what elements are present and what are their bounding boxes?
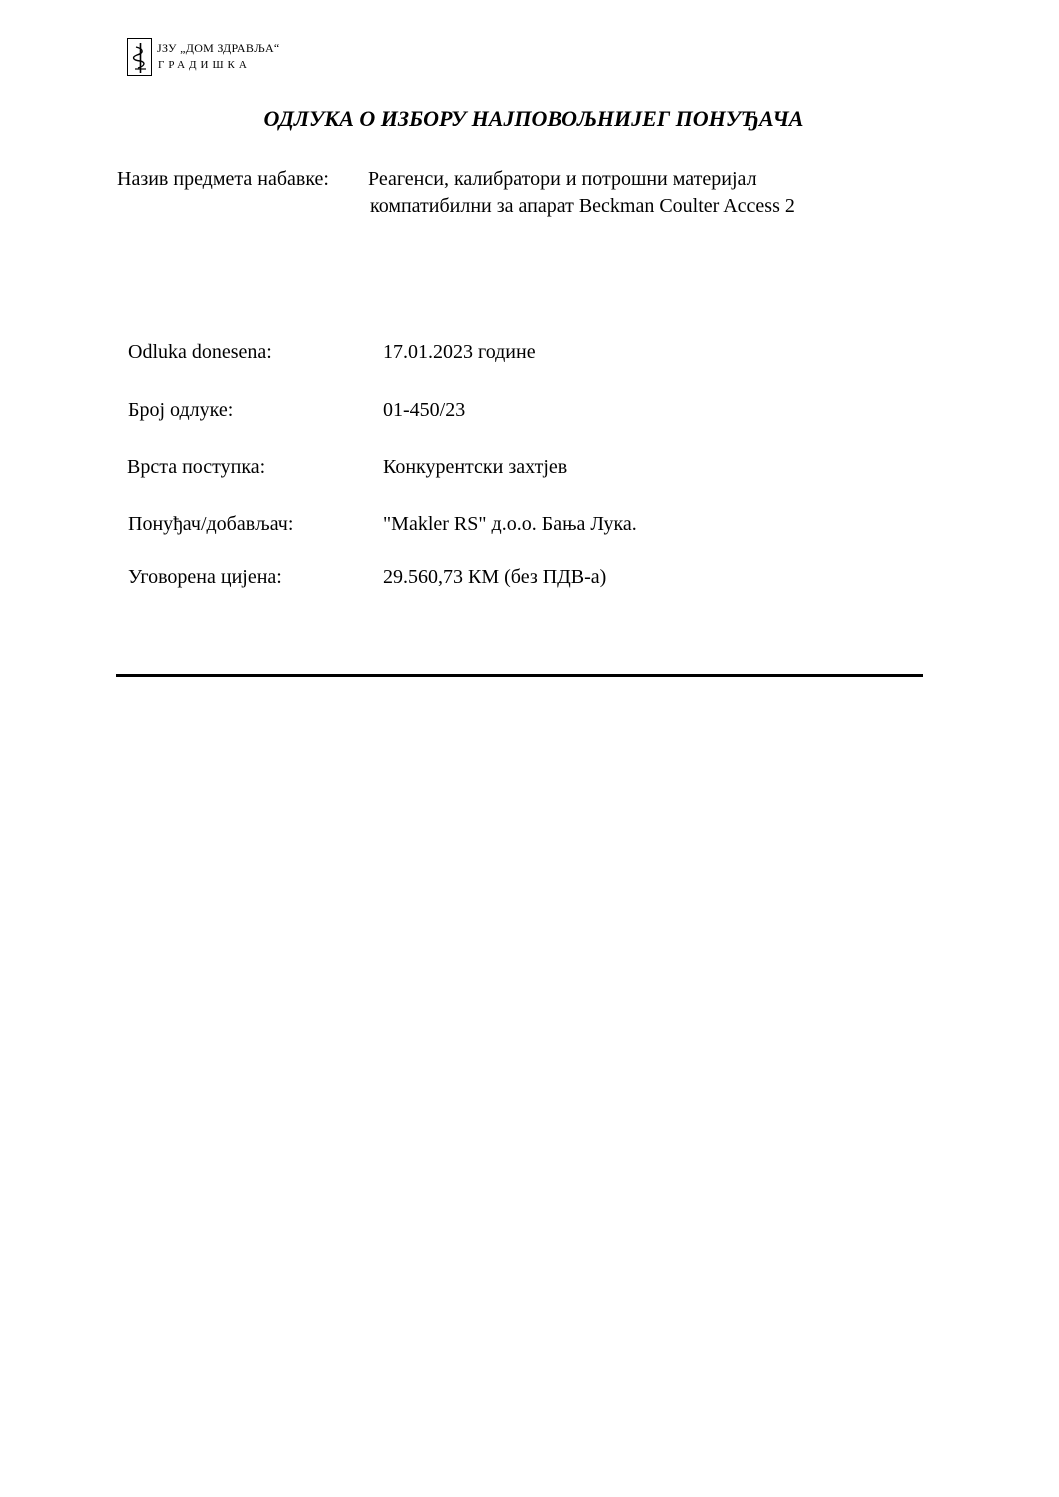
procedure-type-value: Конкурентски захтјев [383,456,568,478]
horizontal-rule [116,674,923,677]
medical-emblem-icon [127,38,152,76]
organization-city: ГРАДИШКА [158,59,251,71]
procedure-type-label: Врста поступка: [127,456,266,478]
decision-number-label: Број одлуке: [128,399,234,421]
decision-date-label: Odluka donesena: [128,341,272,363]
document-title: ОДЛУКА О ИЗБОРУ НАЈПОВОЉНИЈЕГ ПОНУЂАЧА [263,106,804,131]
supplier-label: Понуђач/добављач: [128,513,294,535]
contract-price-label: Уговорена цијена: [128,566,282,588]
subject-label: Назив предмета набавке: [117,168,329,190]
decision-number-value: 01-450/23 [383,399,466,421]
subject-value-line2: компатибилни за апарат Beckman Coulter Access 2 [370,195,795,217]
organization-logo [127,38,317,80]
organization-name: ЈЗУ „ДОМ ЗДРАВЉА“ [157,41,280,55]
subject-value-line1: Реагенси, калибратори и потрошни материјал [368,168,757,190]
decision-date-value: 17.01.2023 године [383,341,536,363]
contract-price-value: 29.560,73 КМ (без ПДВ-а) [383,566,607,588]
supplier-value: "Makler RS" д.о.о. Бања Лука. [383,513,637,535]
